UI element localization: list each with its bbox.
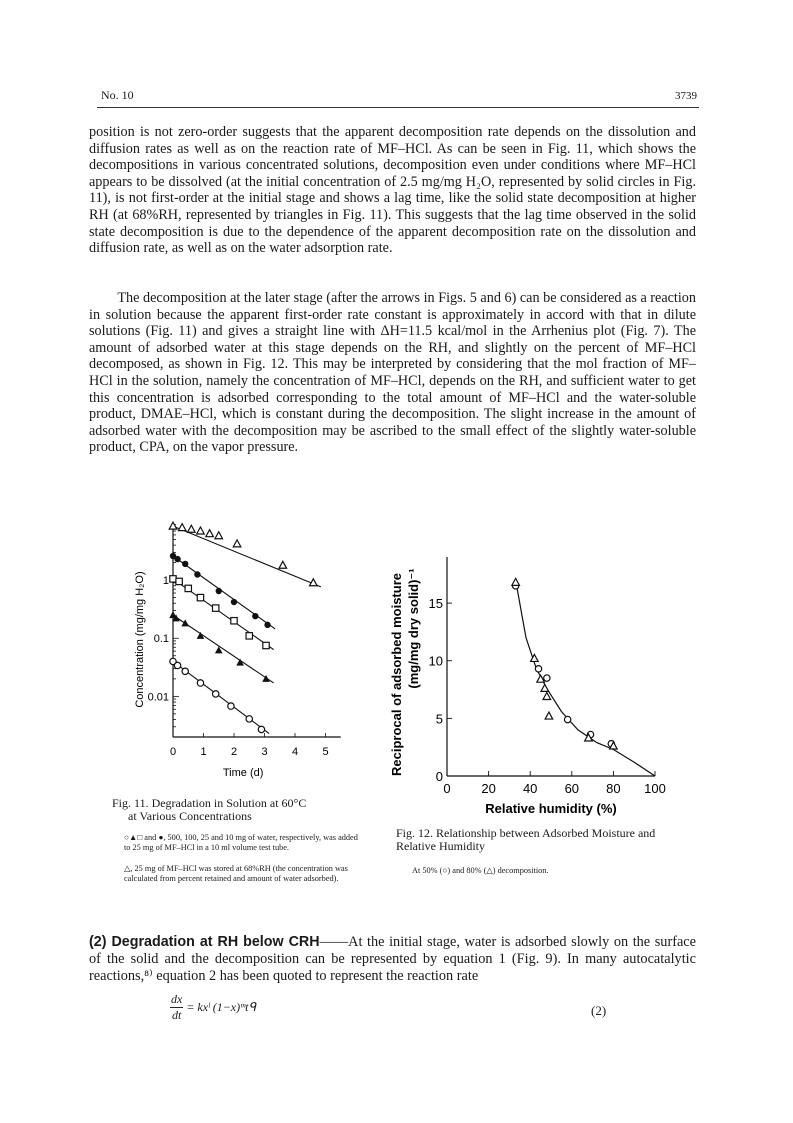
fig11-data-point xyxy=(233,540,241,547)
fig11-x-tick-label: 0 xyxy=(169,746,177,758)
fig12-y-label-units: (mg/mg dry solid)⁻¹ xyxy=(406,568,421,689)
section-2 xyxy=(89,934,696,985)
fig11-data-point xyxy=(197,680,203,686)
fig12-y-tick-label: 15 xyxy=(428,596,443,612)
fig12-y-tick-label: 5 xyxy=(435,711,443,727)
fig12-fit-curve xyxy=(516,580,655,776)
fig11-data-point xyxy=(197,527,205,534)
fig11-data-point xyxy=(188,525,196,532)
section-2-heading: (2) Degradation at RH below CRH xyxy=(89,934,320,950)
fig11-x-tick-label: 1 xyxy=(200,746,207,758)
equation-numerator: dx xyxy=(171,992,183,1006)
equation-denominator: dt xyxy=(171,1008,182,1022)
fig11-data-point xyxy=(279,561,287,568)
header-rule xyxy=(97,107,699,108)
equation-number: (2) xyxy=(591,1003,607,1018)
fig11-data-point xyxy=(228,703,234,709)
fig11-y-tick-label: 0.01 xyxy=(147,691,169,704)
fig11-x-label: Time (d) xyxy=(222,767,264,779)
figure-11-caption-title: Fig. 11. Degradation in Solution at 60°C xyxy=(112,796,307,810)
fig11-data-point xyxy=(178,524,186,531)
fig12-data-point xyxy=(541,684,549,691)
fig12-data-point xyxy=(535,666,541,672)
equation-2 xyxy=(170,992,256,1023)
paragraph-2 xyxy=(89,290,696,456)
fig11-data-point xyxy=(176,578,182,584)
fig12-y-tick-label: 0 xyxy=(435,769,443,784)
fig11-data-point xyxy=(206,530,214,537)
fig12-x-label: Relative humidity (%) xyxy=(485,801,617,816)
figure-12-chart xyxy=(385,545,685,825)
fig11-series-line xyxy=(173,556,275,629)
fig11-data-point xyxy=(169,522,177,529)
paragraph-1 xyxy=(89,124,696,257)
fig11-data-point xyxy=(174,662,180,668)
fig11-data-point xyxy=(215,532,223,539)
fig11-data-point xyxy=(182,668,188,674)
fig11-y-tick-label: 1 xyxy=(162,575,169,588)
figure-11-note-1: ○▲□ and ●, 500, 100, 25 and 10 mg of water, respectively, was added to 25 mg of MF–HCl in a 10 ml volume test tube. xyxy=(124,833,358,852)
fig11-x-tick-label: 4 xyxy=(291,746,299,758)
figure-12 xyxy=(385,545,685,830)
equation-rhs: = kxˡ (1−x)ᵐtᑫ xyxy=(183,1000,257,1014)
figure-12-caption xyxy=(396,827,681,853)
fig11-y-tick-label: 0.1 xyxy=(153,633,169,646)
paragraph-1-text: position is not zero-order suggests that the apparent decomposition rate depends on the dissolution and diffusion rates as well as on the reaction rate of MF–HCl. As can be seen in Fig. 11, which shows the decompositions in various concentrated solutions, decomposition even under conditions where MF–HCl appears to be dissolved (at the initial concentration of 2.5 mg/mg H₂O, represented by solid circles in Fig. 11), is not first-order at the initial stage and shows a lag time, like the solid state decomposition at higher RH (at 68%RH, represented by triangles in Fig. 11). This suggests that the lag time observed in the solid state decomposition is due to the dependence of the apparent decomposition rate on the dissolution and diffusion rate, as well as on the water adsorption rate. xyxy=(89,124,696,257)
fig11-data-point xyxy=(263,642,269,648)
figure-11-note-2: △, 25 mg of MF–HCl was stored at 68%RH (the concentration was calculated from percent retained and amount of water adsorbed). xyxy=(124,864,348,883)
fig12-x-tick-label: 60 xyxy=(564,781,580,796)
page-number: 3739 xyxy=(675,90,697,102)
fig12-y-tick-label: 10 xyxy=(428,653,443,669)
fig11-data-point xyxy=(174,556,180,562)
fig12-x-tick-label: 80 xyxy=(606,781,621,796)
fig12-data-point xyxy=(512,578,520,585)
fig11-data-point xyxy=(213,605,219,611)
fig11-x-tick-label: 3 xyxy=(261,746,268,758)
fig12-data-point xyxy=(564,716,570,722)
fig11-data-point xyxy=(185,585,191,591)
fig12-y-label: Reciprocal of adsorbed moisture xyxy=(389,573,404,776)
fig11-data-point xyxy=(197,594,203,600)
fig11-series-line xyxy=(173,526,321,587)
figure-11-caption-sub: at Various Concentrations xyxy=(128,809,252,823)
fig11-data-point xyxy=(231,599,237,605)
fig12-x-tick-label: 40 xyxy=(522,781,538,796)
fig11-data-point xyxy=(258,726,264,732)
fig11-data-point xyxy=(181,619,189,626)
section-2-text: At the initial stage, water is adsorbed slowly on the surface of the solid and the decomposition can be represented by equation 1 (Fig. 9). In many autocatalytic reactions,⁸⁾ equation 2 has been quoted to represent the reaction rate xyxy=(89,934,696,984)
fig11-data-point xyxy=(231,618,237,624)
fig11-x-tick-label: 5 xyxy=(322,746,329,758)
paragraph-2-text: The decomposition at the later stage (after the arrows in Figs. 5 and 6) can be considered as a reaction in solution because the apparent first-order rate constant is approximately in accord with that in dilute solutions (Fig. 11) and gives a straight line with ΔH=11.5 kcal/mol in the Arrhenius plot (Fig. 7). The amount of adsorbed water at this stage depends on the RH, and slightly on the percent of MF–HCl decomposed, as shown in Fig. 12. This may be interpreted by considering that the mol fraction of MF–HCl in the solution, namely the concentration of MF–HCl, depends on the RH, and sufficient water to get this concentration is adsorbed corresponding to the total amount of MF–HCl and the water-soluble product, DMAE–HCl, which is constant during the decomposition. The slight increase in the amount of adsorbed water with the decomposition may be ascribed to the small effect of the slightly water-soluble product, CPA, on the vapor pressure. xyxy=(89,290,696,456)
fig12-data-point xyxy=(544,675,550,681)
fig12-data-point xyxy=(545,712,553,719)
fig11-data-point xyxy=(246,716,252,722)
section-2-dash: —— xyxy=(319,934,349,950)
figure-11-caption xyxy=(112,797,372,823)
fig11-data-point xyxy=(213,691,219,697)
figure-12-note: At 50% (○) and 80% (△) decomposition. xyxy=(412,866,549,875)
fig11-data-point xyxy=(252,613,258,619)
fig12-x-tick-label: 20 xyxy=(481,781,496,796)
fig12-x-tick-label: 0 xyxy=(443,781,451,796)
fig11-y-label: Concentration (mg/mg H₂O) xyxy=(134,571,146,708)
fig11-data-point xyxy=(246,633,252,639)
fig12-x-tick-label: 100 xyxy=(644,781,666,796)
fig11-data-point xyxy=(182,561,188,567)
fig11-data-point xyxy=(170,576,176,582)
fig11-data-point xyxy=(194,571,200,577)
journal-issue: No. 10 xyxy=(101,88,134,102)
figure-11 xyxy=(110,512,360,795)
fig11-data-point xyxy=(264,622,270,628)
figure-12-caption-title: Fig. 12. Relationship between Adsorbed Moisture and Relative Humidity xyxy=(396,826,656,853)
fig11-x-tick-label: 2 xyxy=(230,746,238,758)
figure-11-chart xyxy=(110,512,360,790)
fig11-data-point xyxy=(216,588,222,594)
